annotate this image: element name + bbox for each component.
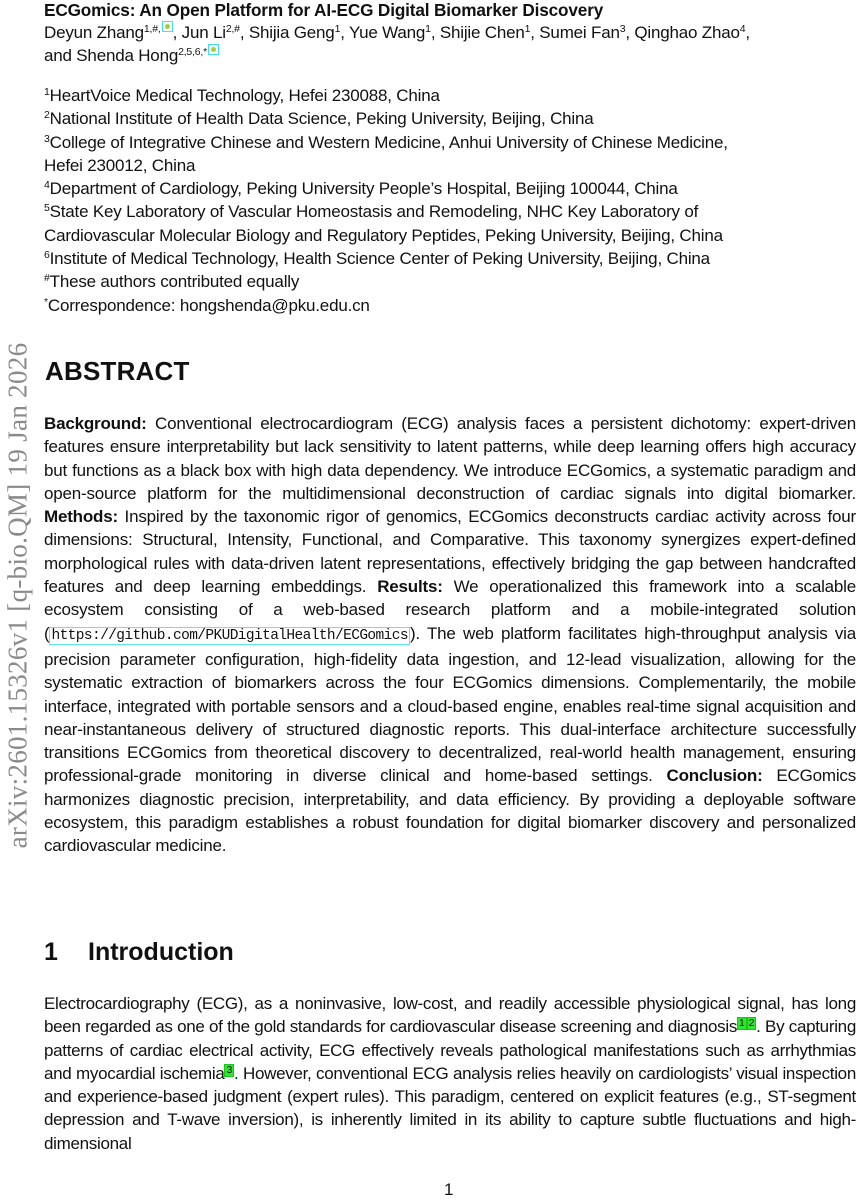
author-affil-mark: 1 [524,23,531,35]
introduction-body: Electrocardiography (ECG), as a noninvasive, low-cost, and readily accessible physiological signal, has long been regarded as one of the gold standards for cardiovascular disease screening and diagnosis 1 2 . By capturing patterns of cardiac electrical activity, ECG effectively reveals pathological manifestations such as arrhythmias and myocardial ischemia 3 . However, conventional ECG analysis relies heavily on cardiologists’ visual inspection and experience-based judgment (expert rules). This paradigm, centered on explicit features (e.g., ST-segment depression and T-wave inversion), is inherently limited in its ability to capture subtle fluctuations and high-dimensional [44,994,856,1153]
affiliation-item: $^2$National Institute of Health Data Science, Peking University, Beijing, China [44,109,594,129]
affiliation-item-continued: Hefei 230012, China [44,155,196,175]
github-link[interactable]: https://github.com/PKUDigitalHealth/ECGomics [51,627,408,644]
paper-title: ECGomics: An Open Platform for AI-ECG Digital Biomarker Discovery [44,0,604,20]
author-affil-mark: 1 [425,23,431,35]
arxiv-id-label: arXiv:2601.15326v1 [q-bio.QM] 19 Jan 2026 [2,342,33,848]
citation-link[interactable]: 3 [226,1063,233,1076]
correspondence-note: *Correspondence: hongshenda@pku.edu.cn [44,295,370,315]
section-title: Introduction [88,938,234,966]
page-number: 1 [444,1180,454,1199]
background-label: Background: [44,414,147,433]
author-name: Deyun Zhang [44,23,144,42]
equal-contribution-note: #These authors contributed equally [44,272,300,292]
results-label: Results: [377,577,443,597]
author-name: Shenda Hong [76,46,179,65]
citation-link[interactable]: 1 [739,1017,745,1030]
author-name: Qinghao Zhao [634,23,740,42]
section-heading-introduction [44,938,234,967]
affiliation-item: $^6$Institute of Medical Technology, Health Science Center of Peking University, Beijing, China [44,249,710,269]
affiliation-list [44,84,728,317]
affiliation-item: $^4$Department of Cardiology, Peking University People’s Hospital, Beijing 100044, China [44,179,678,199]
author-affil-mark: 1 [334,23,341,35]
author-affil-mark: 2,5,6,* [178,46,208,58]
affiliation-item: $^5$State Key Laboratory of Vascular Homeostasis and Remodeling, NHC Key Laboratory of [44,202,699,222]
affiliation-item: $^3$College of Integrative Chinese and Western Medicine, Anhui University of Chinese Medicine, [44,132,728,152]
methods-label: Methods: [44,507,118,527]
author-name: Shijia Geng [248,23,335,42]
author-affil-mark: 2,# [225,23,240,35]
author-affil-mark: 4 [739,23,746,35]
conclusion-label: Conclusion: [666,766,763,786]
citation-link[interactable]: 2 [748,1017,755,1030]
author-name: Sumei Fan [539,23,620,42]
author-affil-mark: 3 [619,23,626,35]
author-affil-mark: 1,#, [143,23,161,35]
arxiv-stamp [0,290,36,900]
section-number: 1 [44,938,58,966]
orcid-icon[interactable] [208,44,219,55]
abstract-heading: ABSTRACT [45,356,190,386]
abstract-body: Background: Conventional electrocardiogram (ECG) analysis faces a persistent dichotomy: expert-driven features ensure interpretability but lack sensitivity to latent patterns, while deep learning offers high accuracy but functions as a black box with high data dependency. We introduce ECGomics, a systematic paradigm and open-source platform for the multidimensional deconstruction of cardiac signals into digital biomarker. Methods: Inspired by the taxonomic rigor of genomics, ECGomics deconstructs cardiac activity across four dimensions: Structural, Intensity, Functional, and Comparative. This taxonomy synergizes expert-defined morphological rules with data-driven latent representations, effectively bridging the gap between handcrafted features and deep learning embeddings. Results: We operationalized this framework into a scalable ecosystem consisting of a web-based research platform and a mobile-integrated solution ( https://github.com/PKUDigitalHealth/ECGomics ). The web platform facilitates high-throughput analysis via precision parameter configuration, high-fidelity data ingestion, and 12-lead visualization, allowing for the systematic extraction of biomarkers across the four ECGomics dimensions. Complementarily, the mobile interface, integrated with portable sensors and a cloud-based engine, enables real-time signal acquisition and near-instantaneous delivery of structured diagnostic reports. This dual-interface architecture successfully transitions ECGomics from theoretical discovery to decentralized, real-world health management, ensuring professional-grade monitoring in diverse clinical and home-based settings. Conclusion: ECGomics harmonizes diagnostic precision, interpretability, and data efficiency. By providing a deployable software ecosystem, this paradigm establishes a robust foundation for digital biomarker discovery and personalized cardiovascular medicine. [44,414,856,856]
author-list: Deyun Zhang$^{1,\#,}$ , Jun $Li^{2,\#}$, Shijia Geng$^1$, Yue Wang$^1$, Shijie Chen$^1$, Sumei Fan$^3$, Qinghao Zhao$^4$, and Shenda Hong$^{2,5,6,*}$ [44,23,750,65]
author-name: Yue Wang [348,23,426,42]
author-name: Jun Li [181,23,226,42]
affiliation-item-continued: Cardiovascular Molecular Biology and Regulatory Peptides, Peking University, Beijing, China [44,225,723,245]
author-name: Shijie Chen [439,23,525,42]
affiliation-item: $^1$HeartVoice Medical Technology, Hefei 230088, China [44,86,440,105]
orcid-icon[interactable] [162,21,173,32]
